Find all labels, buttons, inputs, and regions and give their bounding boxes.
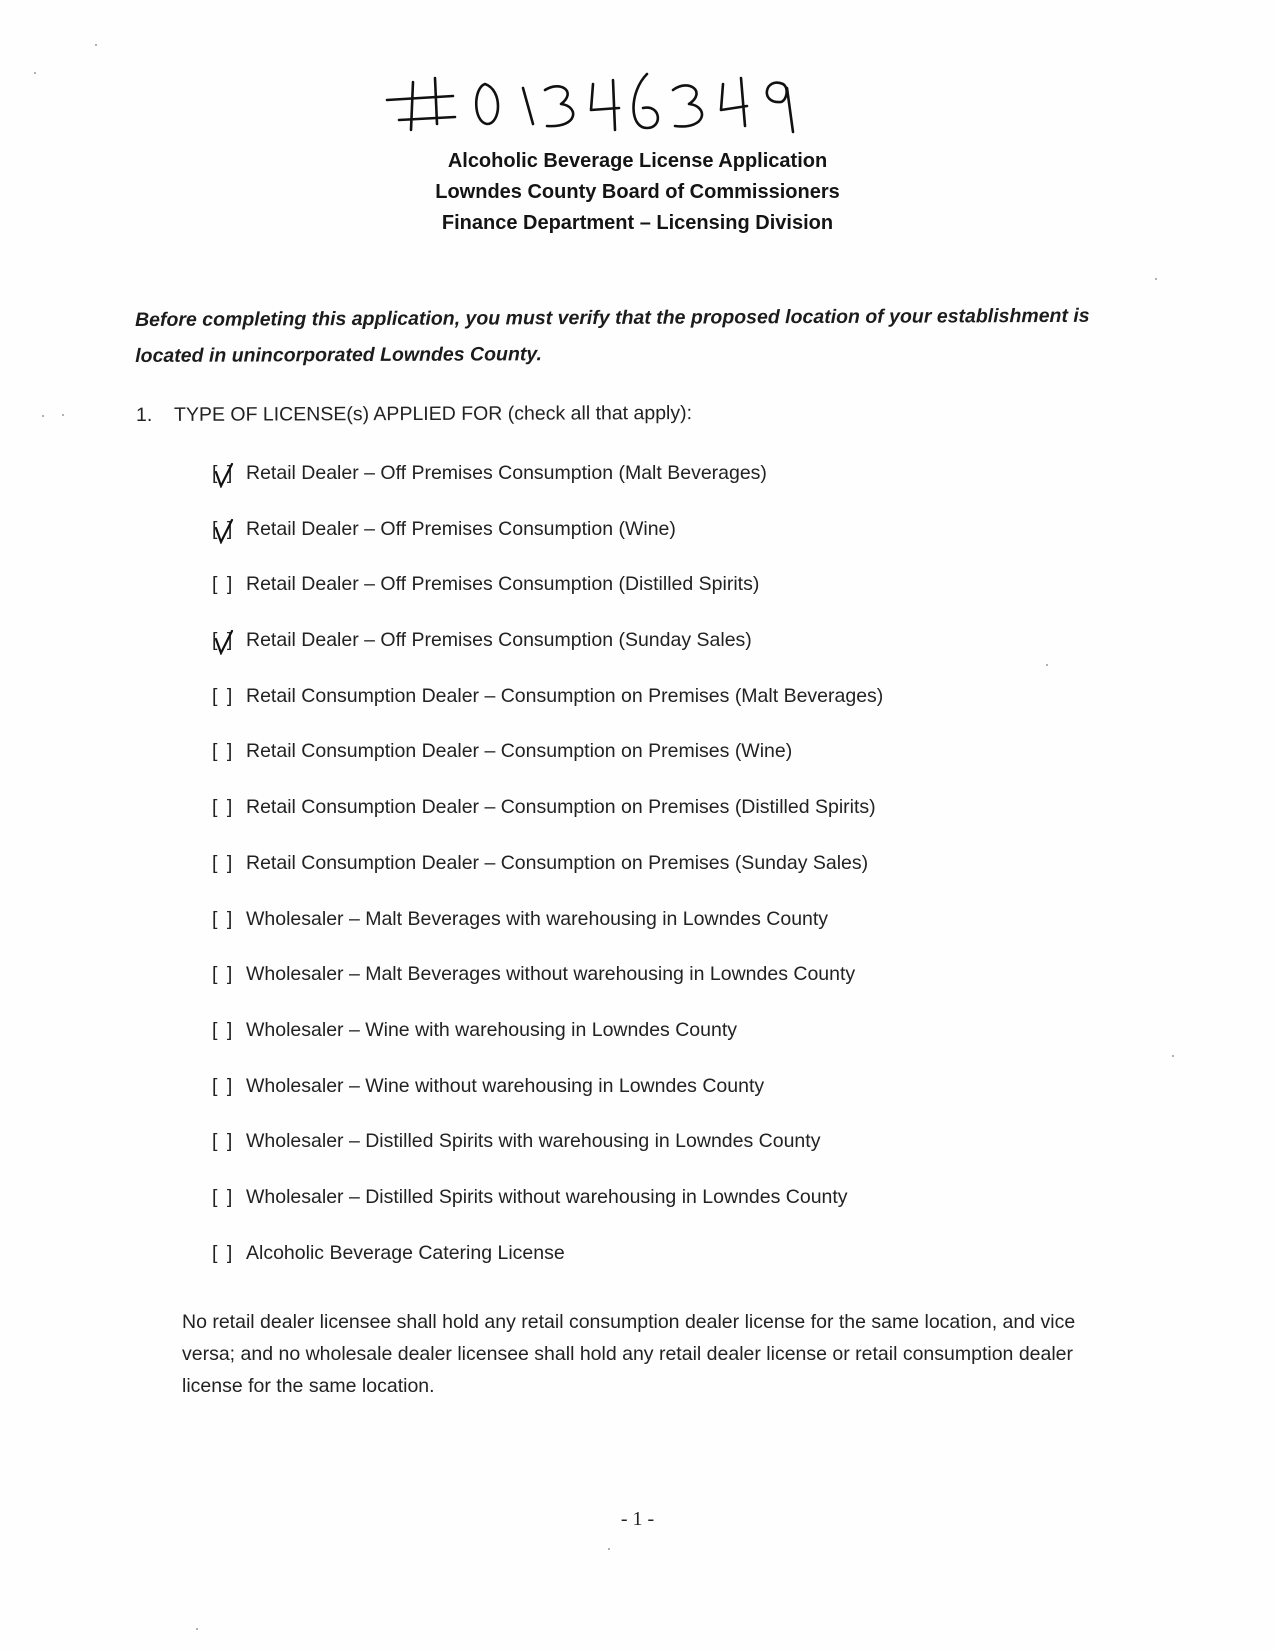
location-verification-notice: Before completing this application, you must verify that the proposed location of your establishment is located in unincorporated Lowndes County. <box>135 304 1090 367</box>
checkbox-unchecked[interactable]: [ ] <box>212 1018 235 1041</box>
license-option[interactable] <box>212 462 883 518</box>
checkbox-unchecked[interactable]: [ ] <box>212 684 235 707</box>
scan-speck <box>42 415 44 417</box>
checkbox-unchecked[interactable]: [ ] <box>212 1241 235 1264</box>
license-option[interactable] <box>212 685 883 741</box>
license-option-label: Retail Dealer – Off Premises Consumption (Malt Beverages) <box>246 462 767 484</box>
scan-speck <box>62 414 64 416</box>
section-heading-text: TYPE OF LICENSE(s) APPLIED FOR (check all that apply): <box>173 402 693 426</box>
license-option[interactable] <box>212 1075 883 1131</box>
license-option-label: Retail Consumption Dealer – Consumption on Premises (Wine) <box>246 740 793 763</box>
license-option[interactable] <box>212 1186 883 1242</box>
section-heading <box>136 402 692 427</box>
document-header <box>0 146 1275 239</box>
license-option-label: Alcoholic Beverage Catering License <box>246 1241 565 1264</box>
scan-speck <box>95 44 97 46</box>
license-option[interactable] <box>212 518 883 574</box>
handwriting-icon <box>385 62 805 142</box>
license-option[interactable] <box>212 1130 883 1186</box>
checkbox-unchecked[interactable]: [ ] <box>212 1130 235 1153</box>
license-option-label: Wholesaler – Malt Beverages without warehousing in Lowndes County <box>246 963 856 986</box>
scan-speck <box>196 1628 198 1630</box>
license-option[interactable] <box>212 963 883 1019</box>
handwritten-application-number <box>385 62 805 142</box>
header-title: Alcoholic Beverage License Application <box>447 150 828 172</box>
scan-speck <box>34 72 36 74</box>
section-number: 1. <box>136 403 153 426</box>
license-option[interactable] <box>212 796 883 852</box>
license-restriction-paragraph: No retail dealer licensee shall hold any retail consumption dealer license for the same location, and vice versa; and no wholesale dealer licensee shall hold any retail dealer license or retail consumption dealer license for the same location. <box>182 1311 1076 1397</box>
header-organization: Lowndes County Board of Commissioners <box>435 181 840 203</box>
license-option[interactable] <box>212 908 883 964</box>
checkbox-unchecked[interactable]: [ ] <box>212 851 235 874</box>
scan-speck <box>1046 664 1048 666</box>
license-option-label: Wholesaler – Wine without warehousing in Lowndes County <box>246 1074 765 1097</box>
checkbox-checked[interactable]: [ ] <box>212 518 246 541</box>
scan-speck <box>1155 278 1157 280</box>
checkbox-unchecked[interactable]: [ ] <box>212 907 235 930</box>
scan-speck <box>608 1548 610 1550</box>
checkbox-checked[interactable]: [ ] <box>212 629 246 652</box>
checkbox-unchecked[interactable]: [ ] <box>212 963 235 986</box>
license-option[interactable] <box>212 629 883 685</box>
checkbox-unchecked[interactable]: [ ] <box>212 740 235 763</box>
license-option-label: Wholesaler – Distilled Spirits without warehousing in Lowndes County <box>246 1185 848 1208</box>
checkbox-checked[interactable]: [ ] <box>212 462 246 485</box>
license-option-label: Retail Consumption Dealer – Consumption on Premises (Distilled Spirits) <box>246 796 876 819</box>
license-option-label: Wholesaler – Distilled Spirits with warehousing in Lowndes County <box>246 1130 821 1153</box>
license-option[interactable] <box>212 852 883 908</box>
checkmark-icon <box>214 516 238 544</box>
checkbox-unchecked[interactable]: [ ] <box>212 1074 235 1097</box>
license-option[interactable] <box>212 1019 883 1075</box>
checkmark-icon <box>214 460 238 488</box>
checkbox-unchecked[interactable]: [ ] <box>212 573 235 596</box>
scan-speck <box>1172 1055 1174 1057</box>
checkbox-unchecked[interactable]: [ ] <box>212 796 235 819</box>
license-option[interactable] <box>212 1242 883 1298</box>
header-department: Finance Department – Licensing Division <box>441 212 834 234</box>
license-option-label: Retail Dealer – Off Premises Consumption (Wine) <box>246 517 676 540</box>
checkbox-unchecked[interactable]: [ ] <box>212 1185 235 1208</box>
license-option-label: Retail Dealer – Off Premises Consumption (Distilled Spirits) <box>246 573 760 596</box>
page-number: - 1 - <box>620 1508 655 1530</box>
license-option-label: Wholesaler – Wine with warehousing in Lowndes County <box>246 1018 738 1041</box>
license-option-label: Wholesaler – Malt Beverages with warehousing in Lowndes County <box>246 907 829 930</box>
license-option-label: Retail Consumption Dealer – Consumption on Premises (Sunday Sales) <box>246 851 869 874</box>
license-option-label: Retail Consumption Dealer – Consumption on Premises (Malt Beverages) <box>246 684 884 707</box>
license-option-label: Retail Dealer – Off Premises Consumption (Sunday Sales) <box>246 629 752 652</box>
checkmark-icon <box>214 627 238 655</box>
license-option[interactable] <box>212 740 883 796</box>
license-type-list <box>212 462 883 1297</box>
license-option[interactable] <box>212 573 883 629</box>
